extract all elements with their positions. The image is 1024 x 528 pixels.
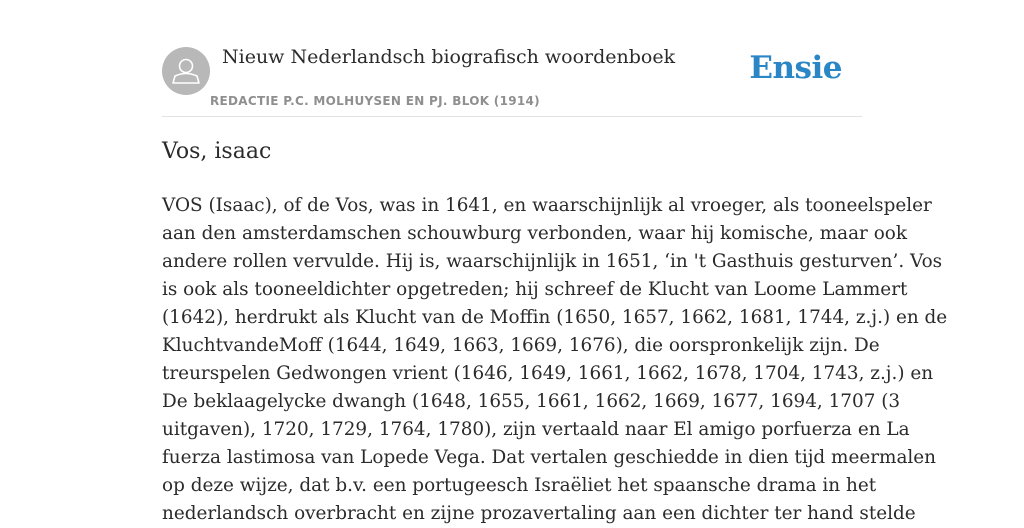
entry-body [162,192,948,528]
body-line: treurspelen Gedwongen vrient (1646, 1649, 1661, 1662, 1678, 1704, 1743, z.j.) en [162,363,934,384]
body-line: fuerza lastimosa van Lopede Vega. Dat vertalen geschiedde in dien tijd meermalen [162,447,937,468]
source-header [162,44,862,117]
body-line: andere rollen vervulde. Hij is, waarschijnlijk in 1651, ‘in 't Gasthuis gesturven’. Vos [162,251,943,272]
body-line: is ook als tooneeldichter opgetreden; hij schreef de Klucht van Loome Lammert [162,279,908,300]
avatar-user-silhouette-icon[interactable] [162,47,210,95]
brand-logo[interactable]: Ensie [749,50,842,86]
body-line: aan den amsterdamschen schouwburg verbonden, waar hij komische, maar ook [162,223,907,244]
user-silhouette-icon [162,47,210,95]
source-subtitle: REDACTIE P.C. MOLHUYSEN EN PJ. BLOK (1914) [210,94,540,108]
body-line: (1642), herdrukt als Klucht van de Moffin (1650, 1657, 1662, 1681, 1744, z.j.) en de [162,307,948,328]
body-line: op deze wijze, dat b.v. een portugeesch Israëliet het spaansche drama in het [162,475,877,496]
body-line: KluchtvandeMoff (1644, 1649, 1663, 1669, 1676), die oorspronkelijk zijn. De [162,335,880,356]
body-line: VOS (Isaac), of de Vos, was in 1641, en waarschijnlijk al vroeger, als tooneelspeler [162,195,932,216]
body-line: De beklaagelycke dwangh (1648, 1655, 1661, 1662, 1669, 1677, 1694, 1707 (3 [162,391,901,412]
source-title[interactable]: Nieuw Nederlandsch biografisch woordenboek [222,46,676,68]
body-line: nederlandsch overbracht en zijne prozavertaling aan een dichter ter hand stelde [162,503,916,524]
entry-title: Vos, isaac [162,139,272,164]
body-line: uitgaven), 1720, 1729, 1764, 1780), zijn vertaald naar El amigo porfuerza en La [162,419,910,440]
